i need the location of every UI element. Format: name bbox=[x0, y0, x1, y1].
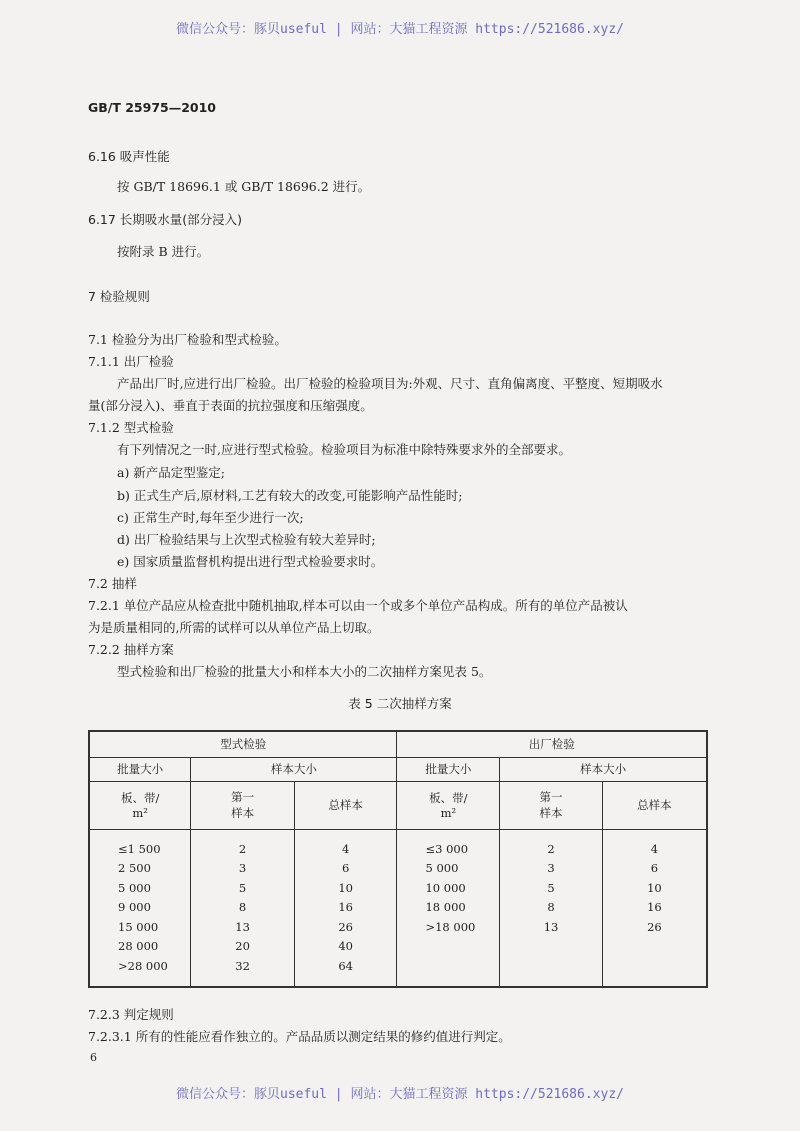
table-cell bbox=[397, 937, 500, 957]
table-cell: ≤3 000 bbox=[397, 829, 500, 859]
table-cell bbox=[397, 957, 500, 988]
table-cell bbox=[602, 957, 707, 988]
header-type-inspection: 型式检验 bbox=[89, 731, 397, 757]
first-line: 第一 bbox=[539, 790, 563, 804]
header-batch-size: 批量大小 bbox=[397, 757, 500, 781]
table-cell: 64 bbox=[294, 957, 397, 988]
table-cell bbox=[500, 957, 603, 988]
list-item-c: c) 正常生产时,每年至少进行一次; bbox=[117, 510, 304, 525]
list-item-e: e) 国家质量监督机构提出进行型式检验要求时。 bbox=[117, 554, 384, 569]
table-row bbox=[89, 829, 707, 859]
table-cell: 26 bbox=[602, 918, 707, 938]
table-cell: 6 bbox=[602, 859, 707, 879]
table-cell: 3 bbox=[191, 859, 295, 879]
table-caption: 表 5 二次抽样方案 bbox=[348, 696, 452, 711]
header-sample-size: 样本大小 bbox=[191, 757, 397, 781]
table-cell: 32 bbox=[191, 957, 295, 988]
section-7-1: 7.1 检验分为出厂检验和型式检验。 bbox=[88, 332, 287, 347]
table-cell: 8 bbox=[191, 898, 295, 918]
table-cell: 16 bbox=[602, 898, 707, 918]
unit-line: m² bbox=[440, 806, 457, 820]
first-line: 第一 bbox=[231, 790, 255, 804]
page-number: 6 bbox=[90, 1051, 97, 1064]
table-cell: >28 000 bbox=[89, 957, 191, 988]
table-cell: 5 000 bbox=[89, 879, 191, 899]
watermark-top[interactable]: 微信公众号：豚贝useful | 网站：大猫工程资源 https://521686.xyz/ bbox=[176, 22, 624, 37]
section-7-2-1: 7.2.1 单位产品应从检查批中随机抽取,样本可以由一个或多个单位产品构成。所有的单位产品被认 bbox=[88, 598, 628, 613]
header-unit bbox=[89, 781, 191, 829]
section-7-1-1-body-cont: 量(部分浸入)、垂直于表面的抗拉强度和压缩强度。 bbox=[88, 398, 373, 413]
table-row bbox=[89, 937, 707, 957]
section-7-2-3-1: 7.2.3.1 所有的性能应看作独立的。产品品质以测定结果的修约值进行判定。 bbox=[88, 1029, 511, 1044]
table-cell: 2 bbox=[191, 829, 295, 859]
section-7-2-3: 7.2.3 判定规则 bbox=[88, 1007, 174, 1022]
section-7-2-1-cont: 为是质量相同的,所需的试样可以从单位产品上切取。 bbox=[88, 620, 380, 635]
table-cell: 5 bbox=[500, 879, 603, 899]
table-cell: 10 bbox=[602, 879, 707, 899]
table-cell: 4 bbox=[602, 829, 707, 859]
first-line: 样本 bbox=[231, 806, 255, 820]
unit-line: 板、带/ bbox=[120, 791, 160, 805]
section-7-2: 7.2 抽样 bbox=[88, 576, 137, 591]
table-cell: 10 bbox=[294, 879, 397, 899]
watermark-bottom[interactable]: 微信公众号：豚贝useful | 网站：大猫工程资源 https://521686.xyz/ bbox=[176, 1087, 624, 1102]
table-cell: 5 bbox=[191, 879, 295, 899]
sampling-table bbox=[88, 730, 708, 988]
section-6-16-body: 按 GB/T 18696.1 或 GB/T 18696.2 进行。 bbox=[117, 179, 371, 194]
section-7-2-2-body: 型式检验和出厂检验的批量大小和样本大小的二次抽样方案见表 5。 bbox=[117, 664, 492, 679]
table-cell: 10 000 bbox=[397, 879, 500, 899]
table-cell: 9 000 bbox=[89, 898, 191, 918]
header-total-sample: 总样本 bbox=[294, 781, 397, 829]
table-row bbox=[89, 957, 707, 988]
table-cell bbox=[602, 937, 707, 957]
unit-line: m² bbox=[132, 806, 148, 820]
header-first-sample bbox=[191, 781, 295, 829]
section-6-17: 6.17 长期吸水量(部分浸入) bbox=[88, 212, 243, 227]
table-cell: ≤1 500 bbox=[89, 829, 191, 859]
table-row bbox=[89, 898, 707, 918]
header-unit bbox=[397, 781, 500, 829]
table-row bbox=[89, 859, 707, 879]
table-cell: 3 bbox=[500, 859, 603, 879]
header-sample-size: 样本大小 bbox=[500, 757, 707, 781]
standard-number: GB/T 25975—2010 bbox=[88, 100, 217, 115]
table-row bbox=[89, 918, 707, 938]
section-6-16: 6.16 吸声性能 bbox=[88, 149, 170, 164]
table-cell: 4 bbox=[294, 829, 397, 859]
section-6-17-body: 按附录 B 进行。 bbox=[117, 244, 210, 259]
table-cell: 20 bbox=[191, 937, 295, 957]
header-first-sample bbox=[500, 781, 603, 829]
table-cell bbox=[500, 937, 603, 957]
table-cell: 40 bbox=[294, 937, 397, 957]
section-7-2-2: 7.2.2 抽样方案 bbox=[88, 642, 174, 657]
header-factory-inspection: 出厂检验 bbox=[397, 731, 707, 757]
list-item-d: d) 出厂检验结果与上次型式检验有较大差异时; bbox=[117, 532, 376, 547]
table-cell: 2 500 bbox=[89, 859, 191, 879]
list-item-b: b) 正式生产后,原材料,工艺有较大的改变,可能影响产品性能时; bbox=[117, 488, 463, 503]
section-7-1-1: 7.1.1 出厂检验 bbox=[88, 354, 174, 369]
table-cell: 16 bbox=[294, 898, 397, 918]
table-cell: 13 bbox=[191, 918, 295, 938]
section-7-1-2-body: 有下列情况之一时,应进行型式检验。检验项目为标准中除特殊要求外的全部要求。 bbox=[117, 442, 571, 457]
section-7-1-2: 7.1.2 型式检验 bbox=[88, 420, 174, 435]
table-cell: 28 000 bbox=[89, 937, 191, 957]
section-7: 7 检验规则 bbox=[88, 289, 150, 304]
list-item-a: a) 新产品定型鉴定; bbox=[117, 465, 226, 480]
table-row bbox=[89, 879, 707, 899]
table-cell: 26 bbox=[294, 918, 397, 938]
table-cell: >18 000 bbox=[397, 918, 500, 938]
table-cell: 5 000 bbox=[397, 859, 500, 879]
header-batch-size: 批量大小 bbox=[89, 757, 191, 781]
table-cell: 2 bbox=[500, 829, 603, 859]
first-line: 样本 bbox=[539, 806, 563, 820]
table-cell: 15 000 bbox=[89, 918, 191, 938]
table-cell: 13 bbox=[500, 918, 603, 938]
header-total-sample: 总样本 bbox=[602, 781, 707, 829]
table-cell: 8 bbox=[500, 898, 603, 918]
section-7-1-1-body: 产品出厂时,应进行出厂检验。出厂检验的检验项目为:外观、尺寸、直角偏离度、平整度、短期吸水 bbox=[117, 376, 663, 391]
table-cell: 6 bbox=[294, 859, 397, 879]
unit-line: 板、带/ bbox=[429, 791, 468, 805]
table-cell: 18 000 bbox=[397, 898, 500, 918]
